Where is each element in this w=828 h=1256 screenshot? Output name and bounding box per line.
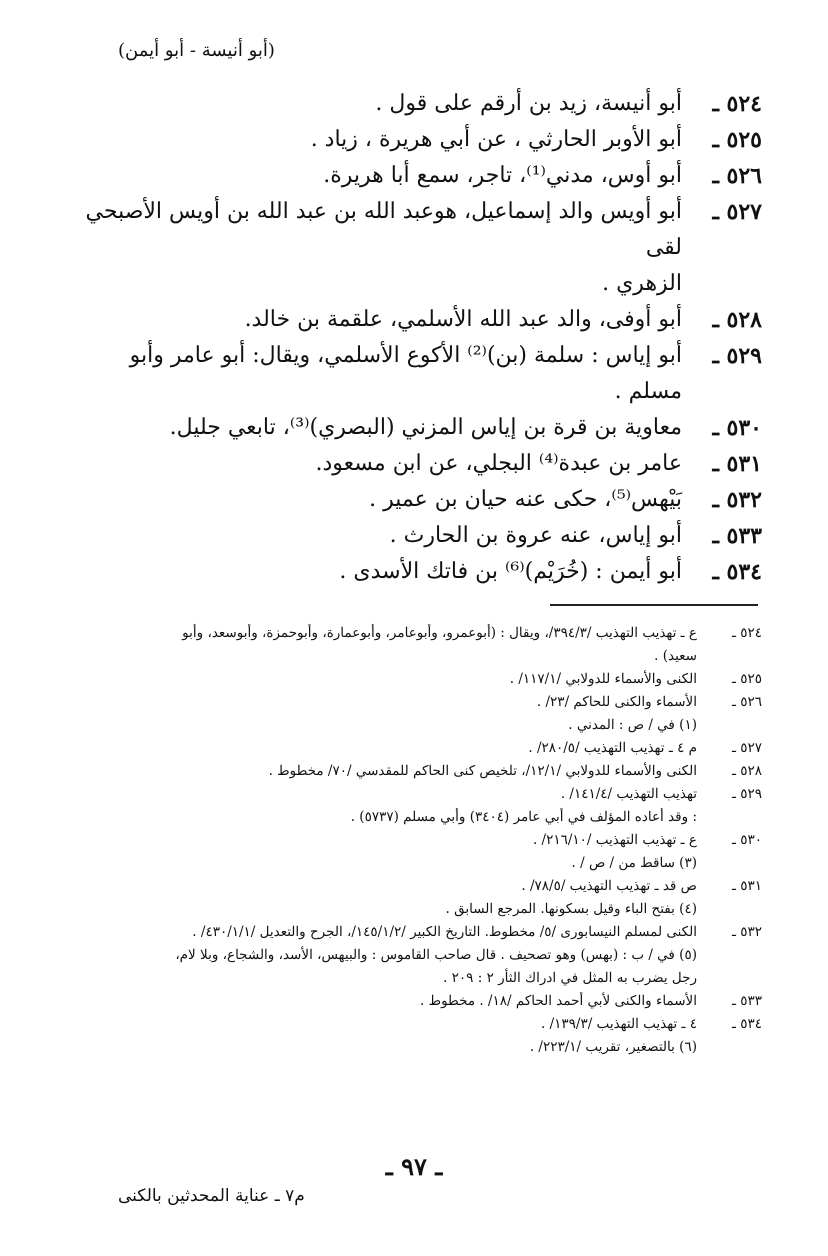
footnote-line: (٦) بالتصغير، تقريب /٢٢٣/١/ . [529, 1039, 697, 1055]
footnote-number: ٥٣٢ ـ [731, 924, 762, 940]
entry [62, 302, 762, 338]
entry-line: أبو إياس، عنه عروة بن الحارث . [389, 523, 682, 548]
footnote [62, 875, 762, 921]
footnote [62, 1013, 762, 1059]
entries-list [62, 86, 762, 590]
entry-number: ٥٣٠ ـ [712, 415, 762, 441]
footnote-text [62, 668, 697, 691]
entry-line: أبو أيمن : (خُرَيْم)⁽⁶⁾ بن فاتك الأسدى . [339, 559, 682, 584]
entry-line: مسلم . [614, 379, 682, 404]
footnote-line: : وقد أعاده المؤلف في أبي عامر (٣٤٠٤) وأبي مسلم (٥٧٣٧) . [350, 809, 697, 825]
footnote-text [62, 691, 697, 737]
footnote-number: ٥٢٦ ـ [731, 694, 762, 710]
footnote-text [62, 737, 697, 760]
entry-line: أبو إياس : سلمة (بن)⁽²⁾ الأكوع الأسلمي، ويقال: أبو عامر وأبو [129, 343, 682, 368]
entry-number: ٥٢٦ ـ [712, 163, 762, 189]
entry [62, 554, 762, 590]
entry-text [62, 338, 682, 410]
footnotes-list [62, 622, 762, 1059]
footnote [62, 783, 762, 829]
footnote-number: ٥٢٤ ـ [731, 625, 762, 641]
entry-text [62, 158, 682, 194]
entry [62, 158, 762, 194]
entry [62, 86, 762, 122]
footnote [62, 829, 762, 875]
footnote-text [62, 875, 697, 921]
footnote-number: ٥٣٠ ـ [731, 832, 762, 848]
entry-text [62, 302, 682, 338]
footnote-line: (٤) بفتح الباء وقيل بسكونها. المرجع السابق . [445, 901, 697, 917]
page-number: ـ ٩٧ ـ [385, 1152, 443, 1181]
entry [62, 194, 762, 302]
footnote [62, 737, 762, 760]
footnote-line: (٣) ساقط من / ص / . [571, 855, 697, 871]
entry-text [62, 554, 682, 590]
footnote-line: الأسماء والكنى لأبي أحمد الحاكم /١٨/ . مخطوط . [420, 993, 697, 1009]
entry-number: ٥٢٧ ـ [712, 199, 762, 225]
footnote [62, 990, 762, 1013]
entry-line: أبو أنيسة، زيد بن أرقم على قول . [375, 91, 682, 116]
entry-number: ٥٣٢ ـ [712, 487, 762, 513]
footnote-line: (١) في / ص : المدني . [568, 717, 697, 733]
entry-number: ٥٢٩ ـ [712, 343, 762, 369]
footnote [62, 921, 762, 990]
entry-text [62, 410, 682, 446]
entry-number: ٥٣٣ ـ [712, 523, 762, 549]
footnote-line: الأسماء والكنى للحاكم /٢٣/ . [536, 694, 697, 710]
footnote-line: (٥) في / ب : (بهس) وهو تصحيف . قال صاحب القاموس : والبيهس، الأسد، والشجاع، وبلا لام، [175, 947, 697, 963]
entry-line: أبو أوس، مدني⁽¹⁾، تاجر، سمع أبا هريرة. [323, 163, 682, 188]
footnote-line: م ٤ ـ تهذيب التهذيب /٢٨٠/٥/ . [528, 740, 697, 756]
footnote-text [62, 829, 697, 875]
running-header: (أبو أنيسة - أبو أيمن) [118, 40, 275, 61]
entry-line: بَيْهس⁽⁵⁾، حكى عنه حيان بن عمير . [369, 487, 682, 512]
entry [62, 482, 762, 518]
footnote-number: ٥٢٥ ـ [731, 671, 762, 687]
footnote-text [62, 921, 697, 990]
entry [62, 446, 762, 482]
entry-line: أبو الأوبر الحارثي ، عن أبي هريرة ، زياد . [310, 127, 682, 152]
footnote-line: الكنى والأسماء للدولابي /١١٧/١/ . [509, 671, 697, 687]
entry-number: ٥٢٨ ـ [712, 307, 762, 333]
entry-line: عامر بن عبدة⁽⁴⁾ البجلي، عن ابن مسعود. [315, 451, 682, 476]
footnote-number: ٥٣١ ـ [731, 878, 762, 894]
footnote-text [62, 990, 697, 1013]
entry-text [62, 194, 682, 302]
entry-text [62, 86, 682, 122]
entry-text [62, 482, 682, 518]
entry-number: ٥٢٤ ـ [712, 91, 762, 117]
entry [62, 338, 762, 410]
footnote-line: الكنى والأسماء للدولابي /١٢/١/، تلخيص كنى الحاكم للمقدسي /٧٠/ مخطوط . [268, 763, 697, 779]
entry-line: الزهري . [602, 271, 682, 296]
footnote-line: الكنى لمسلم النيسابورى /٥/ مخطوط. التاريخ الكبير /١٤٥/١/٢/، الجرح والتعديل /٤٣٠/١/١/ . [192, 924, 697, 940]
footnote-line: ع ـ تهذيب التهذيب /٢١٦/١٠/ . [532, 832, 697, 848]
entry-text [62, 446, 682, 482]
footnote-line: ص قد ـ تهذيب التهذيب /٧٨/٥/ . [521, 878, 697, 894]
entry-line: أبو أوفى، والد عبد الله الأسلمي، علقمة بن خالد. [244, 307, 682, 332]
footnote-line: ع ـ تهذيب التهذيب /٣٩٤/٣/، ويقال : (أبوعمرو، وأبوعامر، وأبوعمارة، وأبوحمزة، وأبوسعد، وأبو [182, 625, 697, 641]
footnote-number: ٥٢٧ ـ [731, 740, 762, 756]
footnote-line: رجل يضرب به المثل في ادراك الثأر ٢ : ٢٠٩ . [443, 970, 697, 986]
footnote-text [62, 622, 697, 668]
footnote-line: سعيد) . [654, 648, 697, 664]
footnote-text [62, 783, 697, 829]
entry-number: ٥٣١ ـ [712, 451, 762, 477]
footnote [62, 760, 762, 783]
footnote-text [62, 760, 697, 783]
entry [62, 122, 762, 158]
footnote [62, 622, 762, 668]
entry-number: ٥٣٤ ـ [712, 559, 762, 585]
footnote-number: ٥٢٩ ـ [731, 786, 762, 802]
footnote-number: ٥٣٤ ـ [731, 1016, 762, 1032]
entry [62, 410, 762, 446]
book-footer: م٧ ـ عناية المحدثين بالكنى [118, 1186, 305, 1206]
footnote [62, 668, 762, 691]
footnote-number: ٥٣٣ ـ [731, 993, 762, 1009]
entry-number: ٥٢٥ ـ [712, 127, 762, 153]
entry-text [62, 122, 682, 158]
footnote-separator [550, 604, 758, 606]
footnote [62, 691, 762, 737]
footnote-number: ٥٢٨ ـ [731, 763, 762, 779]
entry-line: أبو أويس والد إسماعيل، هوعبد الله بن عبد الله بن أويس الأصبحي لقى [85, 199, 682, 260]
entry-line: معاوية بن قرة بن إياس المزني (البصري)⁽³⁾، تابعي جليل. [169, 415, 682, 440]
entry-text [62, 518, 682, 554]
footnote-line: تهذيب التهذيب /١٤١/٤/ . [560, 786, 697, 802]
entry [62, 518, 762, 554]
footnote-line: ٤ ـ تهذيب التهذيب /١٣٩/٣/ . [541, 1016, 697, 1032]
footnote-text [62, 1013, 697, 1059]
